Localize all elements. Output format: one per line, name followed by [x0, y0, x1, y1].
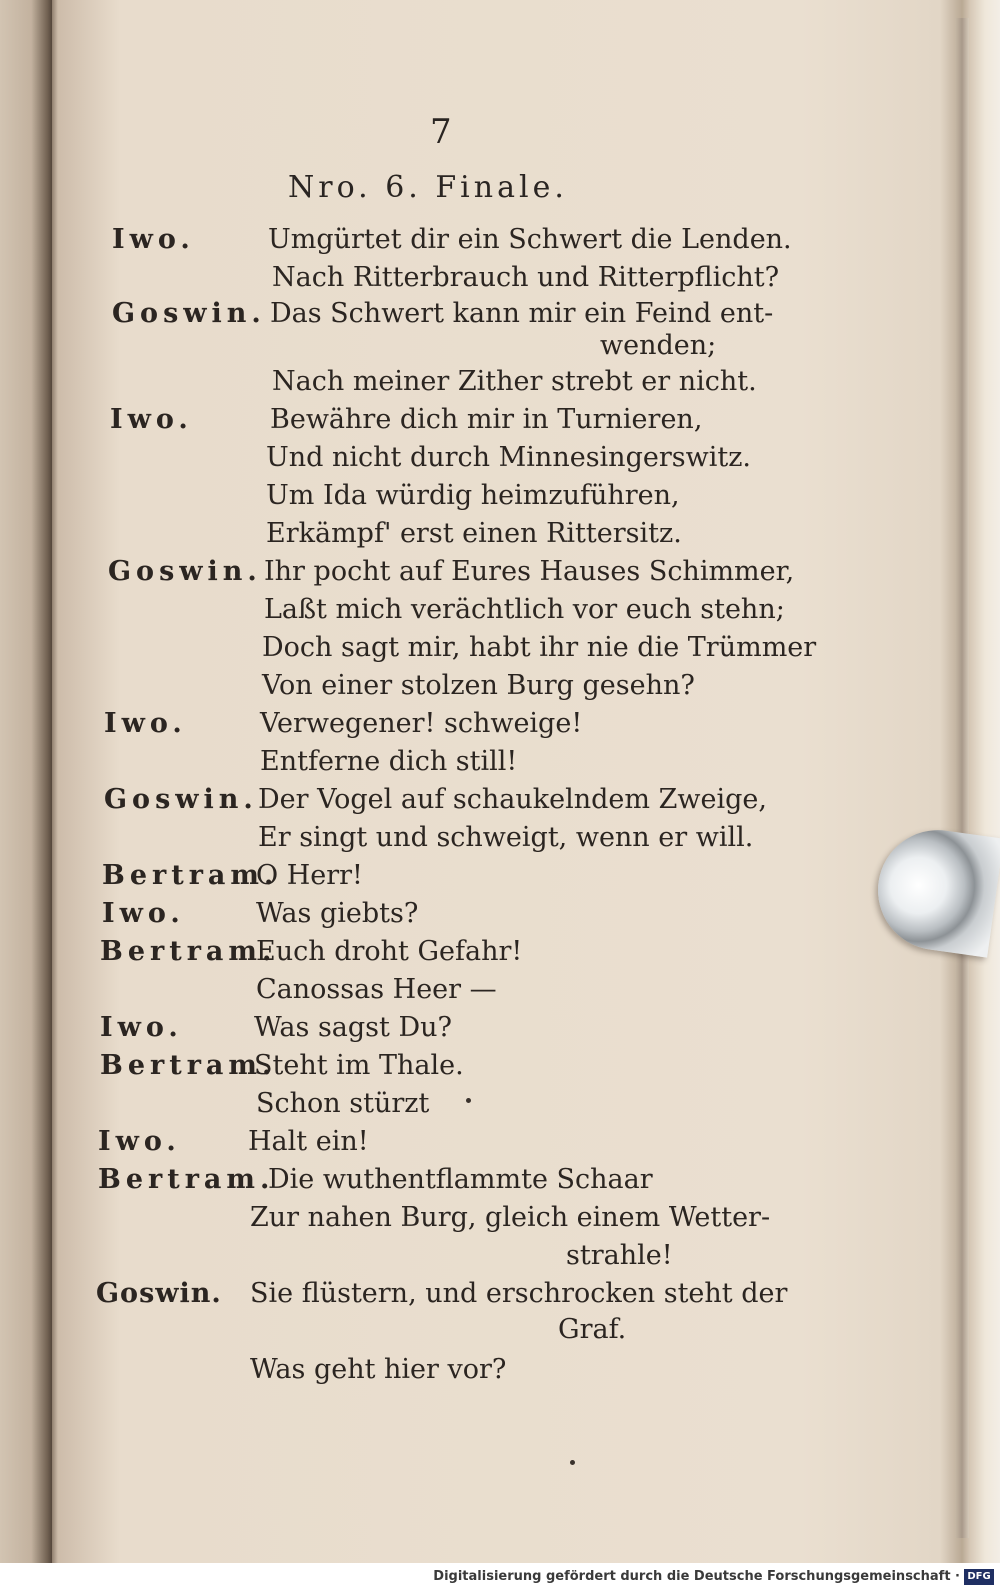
line-text: Nach Ritterbrauch und Ritterpflicht?	[272, 262, 780, 293]
ink-speck	[570, 1460, 575, 1465]
text-line	[0, 1202, 960, 1242]
text-line	[0, 936, 960, 976]
text-line	[0, 518, 960, 558]
line-text: Er singt und schweigt, wenn er will.	[258, 822, 754, 853]
line-text: Das Schwert kann mir ein Feind ent-	[270, 298, 774, 329]
line-text: wenden;	[600, 330, 717, 361]
line-text: Doch sagt mir, habt ihr nie die Trümmer	[262, 632, 817, 663]
text-line	[0, 1354, 960, 1394]
line-text: Graf.	[558, 1314, 627, 1345]
speaker-name: Bertram.	[98, 1164, 275, 1195]
text-line	[0, 746, 960, 786]
text-line	[0, 330, 960, 370]
footer-bar	[0, 1563, 1000, 1589]
text-line	[0, 556, 960, 596]
digitization-credit: Digitalisierung gefördert durch die Deutsche Forschungsgemeinschaft ·	[433, 1569, 960, 1584]
line-text: Halt ein!	[248, 1126, 369, 1157]
text-line	[0, 784, 960, 824]
line-text: Nach meiner Zither strebt er nicht.	[272, 366, 757, 397]
text-line	[0, 708, 960, 748]
line-text: Die wuthentflammte Schaar	[268, 1164, 653, 1195]
page-number: 7	[430, 112, 452, 152]
line-text: Verwegener! schweige!	[260, 708, 583, 739]
line-text: Und nicht durch Minnesingerswitz.	[266, 442, 751, 473]
ink-speck	[466, 1098, 471, 1103]
line-text: Euch droht Gefahr!	[256, 936, 523, 967]
line-text: Ihr pocht auf Eures Hauses Schimmer,	[264, 556, 795, 587]
text-line	[0, 224, 960, 264]
speaker-name: Goswin.	[108, 556, 262, 587]
line-text: Was giebts?	[256, 898, 419, 929]
text-line	[0, 594, 960, 634]
text-line	[0, 480, 960, 520]
line-text: Bewähre dich mir in Turnieren,	[270, 404, 703, 435]
line-text: Sie flüstern, und erschrocken steht der	[250, 1278, 788, 1309]
line-text: Laßt mich verächtlich vor euch stehn;	[264, 594, 785, 625]
speaker-name: Bertram.	[100, 1050, 277, 1081]
text-line	[0, 1088, 960, 1128]
speaker-name: Iwo.	[100, 1012, 183, 1043]
speaker-name: Iwo.	[112, 224, 195, 255]
text-line	[0, 366, 960, 406]
line-text: Erkämpf' erst einen Rittersitz.	[266, 518, 682, 549]
text-line	[0, 974, 960, 1014]
speaker-name: Iwo.	[104, 708, 187, 739]
line-text: Zur nahen Burg, gleich einem Wetter-	[250, 1202, 771, 1233]
text-line	[0, 1164, 960, 1204]
text-line	[0, 1314, 960, 1354]
speaker-name: Goswin.	[104, 784, 258, 815]
text-line	[0, 1278, 960, 1318]
line-text: O Herr!	[256, 860, 363, 891]
text-line	[0, 670, 960, 710]
speaker-name: Goswin.	[96, 1278, 222, 1309]
line-text: Steht im Thale.	[254, 1050, 464, 1081]
line-text: Von einer stolzen Burg gesehn?	[262, 670, 695, 701]
text-line	[0, 1012, 960, 1052]
line-text: Um Ida würdig heimzuführen,	[266, 480, 680, 511]
line-text: Schon stürzt	[256, 1088, 430, 1119]
section-heading: Nro. 6. Finale.	[288, 170, 568, 205]
line-text: Entferne dich still!	[260, 746, 518, 777]
line-text: Canossas Heer —	[256, 974, 497, 1005]
line-text: strahle!	[566, 1240, 673, 1271]
text-line	[0, 860, 960, 900]
text-line	[0, 898, 960, 938]
text-line	[0, 1126, 960, 1166]
speaker-name: Bertram.	[102, 860, 279, 891]
line-text: Der Vogel auf schaukelndem Zweige,	[258, 784, 767, 815]
text-line	[0, 822, 960, 862]
speaker-name: Goswin.	[112, 298, 266, 329]
text-line	[0, 632, 960, 672]
dfg-logo: DFG	[964, 1569, 994, 1585]
text-line	[0, 442, 960, 482]
speaker-name: Iwo.	[110, 404, 193, 435]
text-line	[0, 1050, 960, 1090]
speaker-name: Bertram.	[100, 936, 277, 967]
line-text: Was sagst Du?	[254, 1012, 452, 1043]
speaker-name: Iwo.	[98, 1126, 181, 1157]
line-text: Umgürtet dir ein Schwert die Lenden.	[268, 224, 792, 255]
line-text: Was geht hier vor?	[250, 1354, 507, 1385]
text-line	[0, 262, 960, 302]
speaker-name: Iwo.	[102, 898, 185, 929]
text-line	[0, 404, 960, 444]
text-line	[0, 1240, 960, 1280]
